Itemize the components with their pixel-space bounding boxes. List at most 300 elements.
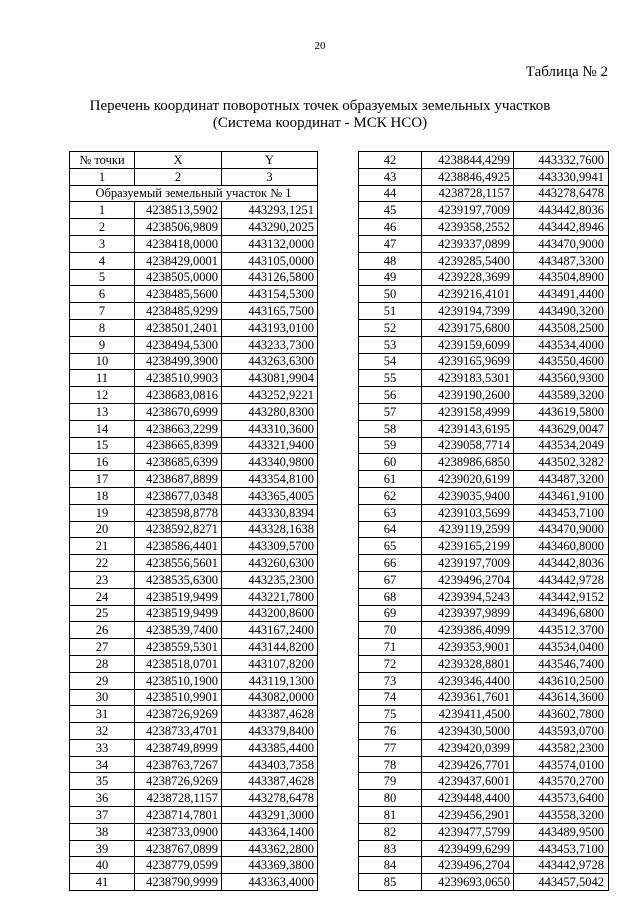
y-coordinate-cell: 443154,5300: [222, 286, 318, 303]
table-row: [359, 555, 609, 572]
coordinates-table-right: [358, 151, 609, 891]
table-row: [359, 639, 609, 656]
table-row: [70, 823, 318, 840]
x-coordinate-cell: 4239103,5699: [422, 504, 514, 521]
table-row: [359, 202, 609, 219]
point-number-cell: 7: [70, 303, 135, 320]
table-row: [359, 790, 609, 807]
y-coordinate-cell: 443560,9300: [514, 370, 609, 387]
x-coordinate-cell: 4238535,6300: [135, 571, 222, 588]
point-number-cell: 23: [70, 571, 135, 588]
y-coordinate-cell: 443574,0100: [514, 756, 609, 773]
table-row: [359, 336, 609, 353]
point-number-cell: 70: [359, 622, 422, 639]
point-number-cell: 84: [359, 857, 422, 874]
point-number-cell: 61: [359, 471, 422, 488]
point-number-cell: 75: [359, 706, 422, 723]
x-coordinate-cell: 4238510,9901: [135, 689, 222, 706]
table-row: [70, 437, 318, 454]
table-row: [70, 622, 318, 639]
x-coordinate-cell: 4238556,5601: [135, 555, 222, 572]
table-row: [359, 807, 609, 824]
y-coordinate-cell: 443235,2300: [222, 571, 318, 588]
x-coordinate-cell: 4238986,6850: [422, 454, 514, 471]
y-coordinate-cell: 443321,9400: [222, 437, 318, 454]
x-coordinate-cell: 4239143,6195: [422, 420, 514, 437]
header-y: Y: [222, 152, 318, 169]
y-coordinate-cell: 443365,4005: [222, 487, 318, 504]
y-coordinate-cell: 443610,2500: [514, 672, 609, 689]
y-coordinate-cell: 443082,0000: [222, 689, 318, 706]
x-coordinate-cell: 4239411,4500: [422, 706, 514, 723]
point-number-cell: 44: [359, 185, 422, 202]
y-coordinate-cell: 443278,6478: [222, 790, 318, 807]
x-coordinate-cell: 4239119,2599: [422, 521, 514, 538]
table-row: [359, 319, 609, 336]
y-coordinate-cell: 443573,6400: [514, 790, 609, 807]
point-number-cell: 46: [359, 219, 422, 236]
x-coordinate-cell: 4239394,5243: [422, 588, 514, 605]
y-coordinate-cell: 443487,3300: [514, 252, 609, 269]
y-coordinate-cell: 443260,6300: [222, 555, 318, 572]
point-number-cell: 57: [359, 403, 422, 420]
y-coordinate-cell: 443629,0047: [514, 420, 609, 437]
table-row: [70, 403, 318, 420]
point-number-cell: 4: [70, 252, 135, 269]
x-coordinate-cell: 4238598,8778: [135, 504, 222, 521]
x-coordinate-cell: 4239430,5000: [422, 723, 514, 740]
header-row: [70, 152, 318, 169]
x-coordinate-cell: 4239197,7009: [422, 202, 514, 219]
y-coordinate-cell: 443105,0000: [222, 252, 318, 269]
y-coordinate-cell: 443534,2049: [514, 437, 609, 454]
point-number-cell: 24: [70, 588, 135, 605]
x-coordinate-cell: 4238779,0599: [135, 857, 222, 874]
table-row: [70, 235, 318, 252]
table-row: [70, 706, 318, 723]
x-coordinate-cell: 4239165,2199: [422, 538, 514, 555]
table-row: [70, 807, 318, 824]
y-coordinate-cell: 443461,9100: [514, 487, 609, 504]
y-coordinate-cell: 443512,3700: [514, 622, 609, 639]
y-coordinate-cell: 443602,7800: [514, 706, 609, 723]
table-row: [359, 857, 609, 874]
point-number-cell: 74: [359, 689, 422, 706]
x-coordinate-cell: 4239035,9400: [422, 487, 514, 504]
x-coordinate-cell: 4238429,0001: [135, 252, 222, 269]
point-number-cell: 10: [70, 353, 135, 370]
point-number-cell: 48: [359, 252, 422, 269]
point-number-cell: 82: [359, 823, 422, 840]
table-row: [70, 387, 318, 404]
x-coordinate-cell: 4238559,5301: [135, 639, 222, 656]
table-label: Таблица № 2: [525, 64, 608, 80]
point-number-cell: 43: [359, 168, 422, 185]
point-number-cell: 30: [70, 689, 135, 706]
x-coordinate-cell: 4238539,7400: [135, 622, 222, 639]
x-coordinate-cell: 4239216,4101: [422, 286, 514, 303]
point-number-cell: 37: [70, 807, 135, 824]
x-coordinate-cell: 4239159,6099: [422, 336, 514, 353]
point-number-cell: 59: [359, 437, 422, 454]
y-coordinate-cell: 443534,0400: [514, 639, 609, 656]
table-row: [70, 555, 318, 572]
y-coordinate-cell: 443291,3000: [222, 807, 318, 824]
point-number-cell: 52: [359, 319, 422, 336]
title-line-1: Перечень координат поворотных точек образуемых земельных участков: [89, 98, 551, 114]
y-coordinate-cell: 443387,4628: [222, 773, 318, 790]
table-row: [359, 152, 609, 169]
table-row: [359, 454, 609, 471]
x-coordinate-cell: 4239190,2600: [422, 387, 514, 404]
point-number-cell: 67: [359, 571, 422, 588]
table-row: [359, 655, 609, 672]
point-number-cell: 18: [70, 487, 135, 504]
table-row: [359, 168, 609, 185]
point-number-cell: 78: [359, 756, 422, 773]
table-row: [359, 387, 609, 404]
point-number-cell: 28: [70, 655, 135, 672]
x-coordinate-cell: 4238687,8899: [135, 471, 222, 488]
table-row: [70, 790, 318, 807]
y-coordinate-cell: 443369,3800: [222, 857, 318, 874]
header-x: X: [135, 152, 222, 169]
x-coordinate-cell: 4239496,2704: [422, 571, 514, 588]
table-row: [359, 219, 609, 236]
y-coordinate-cell: 443457,5042: [514, 874, 609, 891]
y-coordinate-cell: 443490,3200: [514, 303, 609, 320]
x-coordinate-cell: 4238519,9499: [135, 605, 222, 622]
point-number-cell: 35: [70, 773, 135, 790]
table-row: [70, 219, 318, 236]
y-coordinate-cell: 443508,2500: [514, 319, 609, 336]
table-row: [359, 235, 609, 252]
page-number: 20: [314, 40, 326, 52]
y-coordinate-cell: 443126,5800: [222, 269, 318, 286]
x-coordinate-cell: 4238499,3900: [135, 353, 222, 370]
point-number-cell: 38: [70, 823, 135, 840]
point-number-cell: 42: [359, 152, 422, 169]
x-coordinate-cell: 4239337,0899: [422, 235, 514, 252]
y-coordinate-cell: 443460,8000: [514, 538, 609, 555]
point-number-cell: 40: [70, 857, 135, 874]
x-coordinate-cell: 4239353,9001: [422, 639, 514, 656]
x-coordinate-cell: 4239346,4400: [422, 672, 514, 689]
table-row: [70, 286, 318, 303]
point-number-cell: 17: [70, 471, 135, 488]
y-coordinate-cell: 443403,7358: [222, 756, 318, 773]
y-coordinate-cell: 443582,2300: [514, 739, 609, 756]
y-coordinate-cell: 443263,6300: [222, 353, 318, 370]
x-coordinate-cell: 4238726,9269: [135, 706, 222, 723]
x-coordinate-cell: 4239420,0399: [422, 739, 514, 756]
x-coordinate-cell: 4238728,1157: [422, 185, 514, 202]
x-coordinate-cell: 4238510,1900: [135, 672, 222, 689]
y-coordinate-cell: 443442,9152: [514, 588, 609, 605]
table-row: [70, 672, 318, 689]
x-coordinate-cell: 4239456,2901: [422, 807, 514, 824]
point-number-cell: 36: [70, 790, 135, 807]
x-coordinate-cell: 4239496,2704: [422, 857, 514, 874]
table-row: [70, 454, 318, 471]
y-coordinate-cell: 443293,1251: [222, 202, 318, 219]
point-number-cell: 66: [359, 555, 422, 572]
table-row: [70, 303, 318, 320]
x-coordinate-cell: 4238846,4925: [422, 168, 514, 185]
x-coordinate-cell: 4239499,6299: [422, 840, 514, 857]
table-row: [359, 773, 609, 790]
point-number-cell: 19: [70, 504, 135, 521]
y-coordinate-cell: 443165,7500: [222, 303, 318, 320]
table-row: [70, 538, 318, 555]
y-coordinate-cell: 443107,8200: [222, 655, 318, 672]
x-coordinate-cell: 4238685,6399: [135, 454, 222, 471]
point-number-cell: 47: [359, 235, 422, 252]
point-number-cell: 60: [359, 454, 422, 471]
y-coordinate-cell: 443363,4000: [222, 874, 318, 891]
table-row: [70, 269, 318, 286]
x-coordinate-cell: 4238665,8399: [135, 437, 222, 454]
y-coordinate-cell: 443081,9904: [222, 370, 318, 387]
y-coordinate-cell: 443330,8394: [222, 504, 318, 521]
table-row: [70, 605, 318, 622]
point-number-cell: 53: [359, 336, 422, 353]
point-number-cell: 58: [359, 420, 422, 437]
point-number-cell: 32: [70, 723, 135, 740]
point-number-cell: 50: [359, 286, 422, 303]
table-row: [359, 723, 609, 740]
x-coordinate-cell: 4239058,7714: [422, 437, 514, 454]
point-number-cell: 68: [359, 588, 422, 605]
x-coordinate-cell: 4238510,9903: [135, 370, 222, 387]
point-number-cell: 22: [70, 555, 135, 572]
table-row: [70, 521, 318, 538]
y-coordinate-cell: 443546,7400: [514, 655, 609, 672]
y-coordinate-cell: 443167,2400: [222, 622, 318, 639]
point-number-cell: 79: [359, 773, 422, 790]
y-coordinate-cell: 443332,7600: [514, 152, 609, 169]
y-coordinate-cell: 443534,4000: [514, 336, 609, 353]
page-title: [0, 98, 640, 132]
point-number-cell: 16: [70, 454, 135, 471]
y-coordinate-cell: 443119,1300: [222, 672, 318, 689]
point-number-cell: 41: [70, 874, 135, 891]
table-row: [70, 739, 318, 756]
table-row: [359, 370, 609, 387]
y-coordinate-cell: 443362,2800: [222, 840, 318, 857]
table-row: [359, 420, 609, 437]
point-number-cell: 65: [359, 538, 422, 555]
x-coordinate-cell: 4238749,8999: [135, 739, 222, 756]
column-numbers-row: [70, 168, 318, 185]
table-row: [359, 689, 609, 706]
y-coordinate-cell: 443328,1638: [222, 521, 318, 538]
point-number-cell: 20: [70, 521, 135, 538]
point-number-cell: 80: [359, 790, 422, 807]
point-number-cell: 73: [359, 672, 422, 689]
table-row: [70, 571, 318, 588]
point-number-cell: 76: [359, 723, 422, 740]
y-coordinate-cell: 443379,8400: [222, 723, 318, 740]
table-row: [359, 571, 609, 588]
x-coordinate-cell: 4238763,7267: [135, 756, 222, 773]
x-coordinate-cell: 4238844,4299: [422, 152, 514, 169]
point-number-cell: 12: [70, 387, 135, 404]
y-coordinate-cell: 443442,8036: [514, 202, 609, 219]
y-coordinate-cell: 443442,9728: [514, 571, 609, 588]
y-coordinate-cell: 443487,3200: [514, 471, 609, 488]
table-row: [70, 639, 318, 656]
table-row: [359, 185, 609, 202]
x-coordinate-cell: 4239328,8801: [422, 655, 514, 672]
x-coordinate-cell: 4239426,7701: [422, 756, 514, 773]
table-row: [359, 353, 609, 370]
table-row: [70, 319, 318, 336]
y-coordinate-cell: 443364,1400: [222, 823, 318, 840]
table-row: [70, 487, 318, 504]
table-row: [70, 840, 318, 857]
table-row: [359, 840, 609, 857]
point-number-cell: 49: [359, 269, 422, 286]
y-coordinate-cell: 443200,8600: [222, 605, 318, 622]
table-row: [70, 252, 318, 269]
y-coordinate-cell: 443491,4400: [514, 286, 609, 303]
x-coordinate-cell: 4238518,0701: [135, 655, 222, 672]
point-number-cell: 63: [359, 504, 422, 521]
y-coordinate-cell: 443221,7800: [222, 588, 318, 605]
y-coordinate-cell: 443558,3200: [514, 807, 609, 824]
point-number-cell: 69: [359, 605, 422, 622]
point-number-cell: 25: [70, 605, 135, 622]
y-coordinate-cell: 443280,8300: [222, 403, 318, 420]
table-row: [70, 504, 318, 521]
table-row: [359, 471, 609, 488]
x-coordinate-cell: 4238505,0000: [135, 269, 222, 286]
y-coordinate-cell: 443502,3282: [514, 454, 609, 471]
column-number: 3: [222, 168, 318, 185]
table-row: [359, 622, 609, 639]
table-row: [359, 605, 609, 622]
x-coordinate-cell: 4238501,2401: [135, 319, 222, 336]
x-coordinate-cell: 4239020,6199: [422, 471, 514, 488]
x-coordinate-cell: 4239175,6800: [422, 319, 514, 336]
table-row: [70, 370, 318, 387]
x-coordinate-cell: 4238506,9809: [135, 219, 222, 236]
point-number-cell: 9: [70, 336, 135, 353]
x-coordinate-cell: 4238494,5300: [135, 336, 222, 353]
point-number-cell: 81: [359, 807, 422, 824]
y-coordinate-cell: 443144,8200: [222, 639, 318, 656]
point-number-cell: 56: [359, 387, 422, 404]
table-body-right: [359, 152, 609, 891]
y-coordinate-cell: 443233,7300: [222, 336, 318, 353]
y-coordinate-cell: 443442,8946: [514, 219, 609, 236]
table-row: [70, 420, 318, 437]
x-coordinate-cell: 4238418,0000: [135, 235, 222, 252]
y-coordinate-cell: 443330,9941: [514, 168, 609, 185]
point-number-cell: 14: [70, 420, 135, 437]
x-coordinate-cell: 4239183,5301: [422, 370, 514, 387]
x-coordinate-cell: 4238683,0816: [135, 387, 222, 404]
y-coordinate-cell: 443570,2700: [514, 773, 609, 790]
x-coordinate-cell: 4239197,7009: [422, 555, 514, 572]
x-coordinate-cell: 4239228,3699: [422, 269, 514, 286]
table-row: [70, 874, 318, 891]
y-coordinate-cell: 443385,4400: [222, 739, 318, 756]
table-row: [70, 756, 318, 773]
point-number-cell: 3: [70, 235, 135, 252]
y-coordinate-cell: 443489,9500: [514, 823, 609, 840]
x-coordinate-cell: 4239386,4099: [422, 622, 514, 639]
point-number-cell: 45: [359, 202, 422, 219]
point-number-cell: 39: [70, 840, 135, 857]
table-row: [359, 303, 609, 320]
point-number-cell: 26: [70, 622, 135, 639]
point-number-cell: 8: [70, 319, 135, 336]
plot-title-row: [70, 185, 318, 202]
y-coordinate-cell: 443619,5800: [514, 403, 609, 420]
table-row: [70, 857, 318, 874]
y-coordinate-cell: 443496,6800: [514, 605, 609, 622]
x-coordinate-cell: 4238733,4701: [135, 723, 222, 740]
table-row: [359, 874, 609, 891]
point-number-cell: 55: [359, 370, 422, 387]
point-number-cell: 71: [359, 639, 422, 656]
point-number-cell: 77: [359, 739, 422, 756]
x-coordinate-cell: 4238714,7801: [135, 807, 222, 824]
x-coordinate-cell: 4239158,4999: [422, 403, 514, 420]
column-number: 1: [70, 168, 135, 185]
point-number-cell: 85: [359, 874, 422, 891]
table-row: [359, 403, 609, 420]
table-row: [359, 504, 609, 521]
x-coordinate-cell: 4239477,5799: [422, 823, 514, 840]
table-row: [359, 252, 609, 269]
point-number-cell: 51: [359, 303, 422, 320]
table-row: [359, 521, 609, 538]
x-coordinate-cell: 4238663,2299: [135, 420, 222, 437]
header-point-no: № точки: [70, 152, 135, 169]
table-row: [70, 773, 318, 790]
y-coordinate-cell: 443550,4600: [514, 353, 609, 370]
table-row: [359, 739, 609, 756]
x-coordinate-cell: 4238726,9269: [135, 773, 222, 790]
point-number-cell: 33: [70, 739, 135, 756]
x-coordinate-cell: 4239693,0650: [422, 874, 514, 891]
x-coordinate-cell: 4238485,5600: [135, 286, 222, 303]
x-coordinate-cell: 4239358,2552: [422, 219, 514, 236]
y-coordinate-cell: 443310,3600: [222, 420, 318, 437]
y-coordinate-cell: 443340,9800: [222, 454, 318, 471]
y-coordinate-cell: 443589,3200: [514, 387, 609, 404]
table-row: [359, 538, 609, 555]
point-number-cell: 29: [70, 672, 135, 689]
point-number-cell: 27: [70, 639, 135, 656]
y-coordinate-cell: 443442,9728: [514, 857, 609, 874]
table-body-left: [70, 202, 318, 891]
table-row: [359, 823, 609, 840]
table-row: [359, 269, 609, 286]
point-number-cell: 64: [359, 521, 422, 538]
point-number-cell: 83: [359, 840, 422, 857]
table-row: [70, 588, 318, 605]
table-row: [70, 471, 318, 488]
y-coordinate-cell: 443252,9221: [222, 387, 318, 404]
table-row: [70, 689, 318, 706]
x-coordinate-cell: 4239285,5400: [422, 252, 514, 269]
x-coordinate-cell: 4238513,5902: [135, 202, 222, 219]
y-coordinate-cell: 443593,0700: [514, 723, 609, 740]
